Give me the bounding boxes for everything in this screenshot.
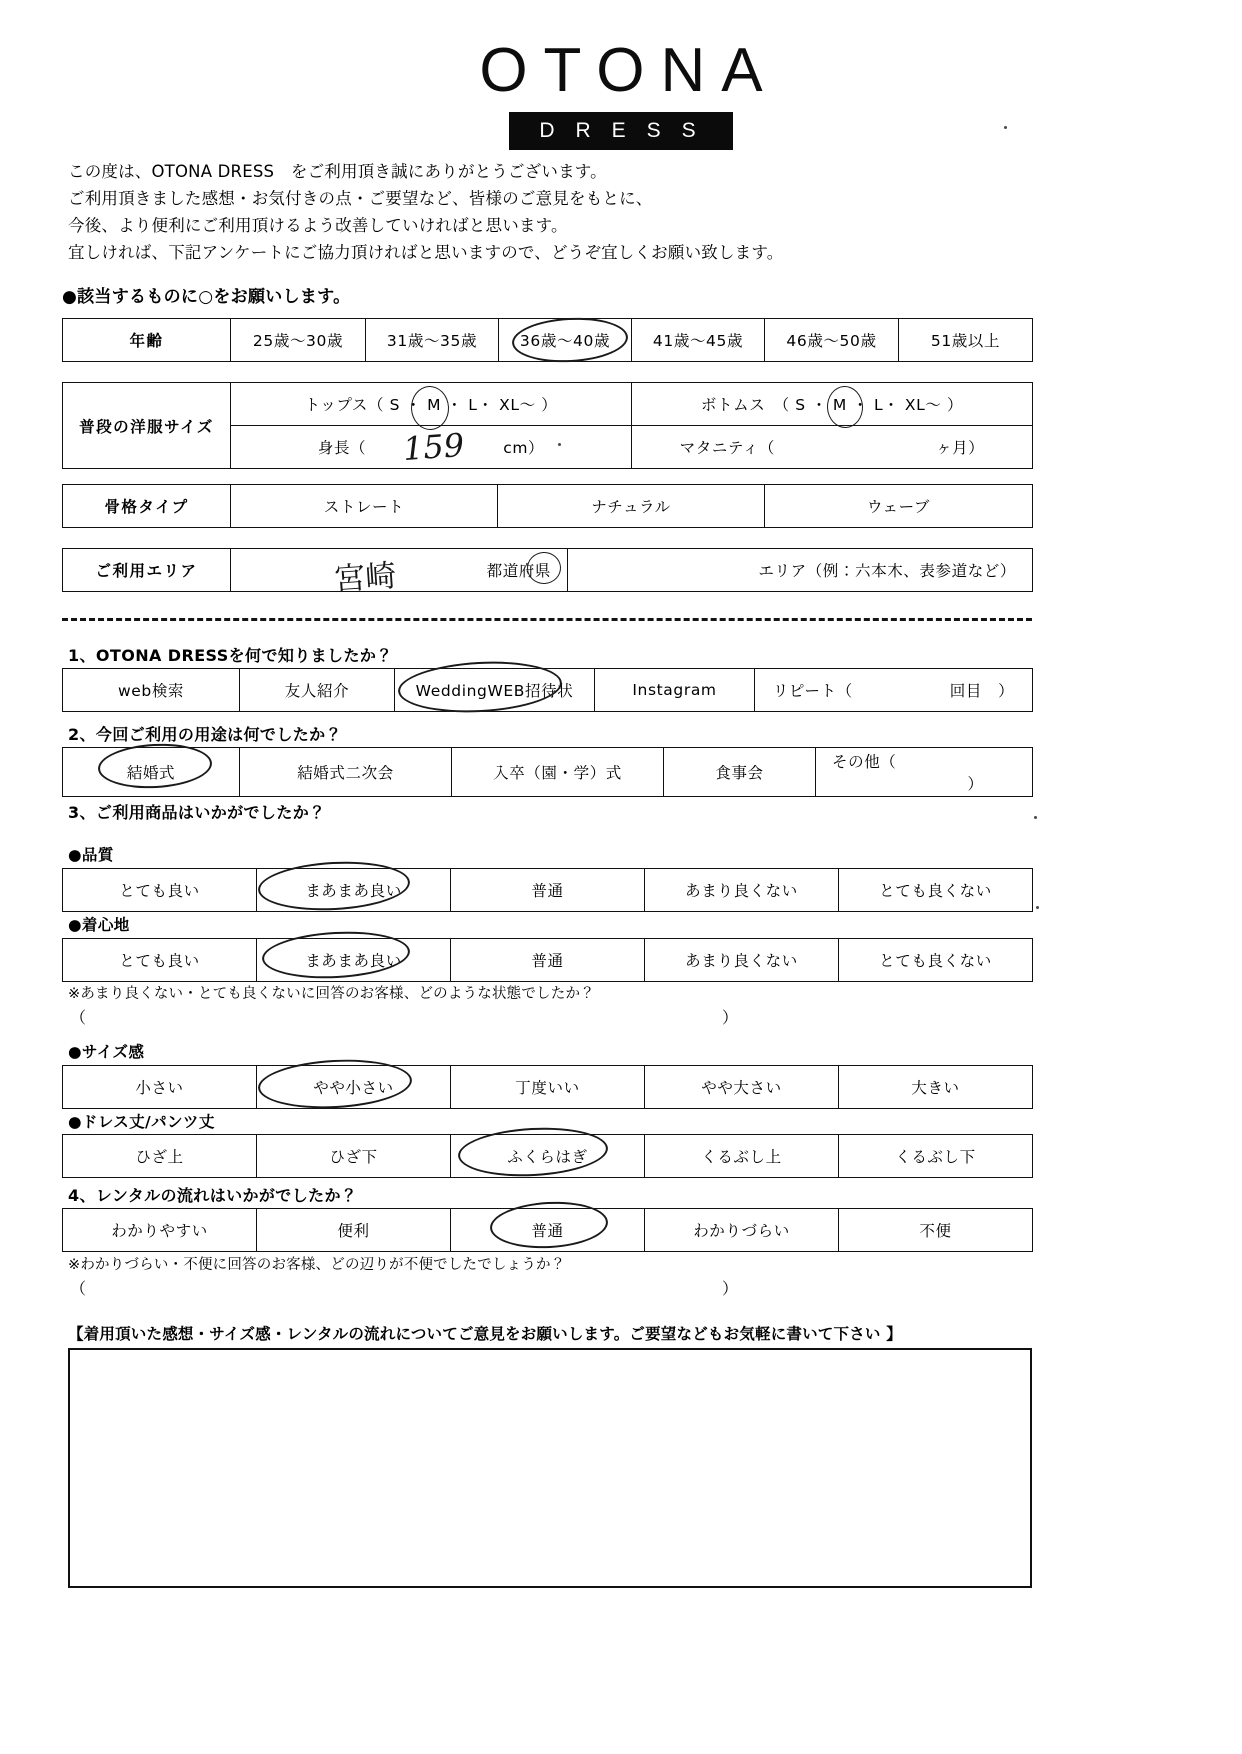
intro-line-1: この度は、OTONA DRESS をご利用頂き誠にありがとうございます。 (68, 162, 607, 181)
brand-logo (0, 36, 1242, 150)
q2-options-table (62, 747, 1033, 797)
bone-type-option-wave[interactable]: ウェーブ (765, 485, 1033, 528)
q3-comfort-table (62, 938, 1033, 982)
q2-option-dining[interactable]: 食事会 (664, 748, 816, 797)
height-field-cell[interactable] (231, 426, 632, 469)
q1-repeat-label: リピート（ (772, 682, 853, 700)
q3-length-option-below-knee[interactable]: ひざ下 (257, 1135, 451, 1178)
age-option-36-40[interactable]: 36歳～40歳 (499, 319, 632, 362)
q1-option-repeat[interactable] (755, 669, 1033, 712)
question-1-title: 1、OTONA DRESSを何で知りましたか？ (68, 646, 393, 665)
question-3-title: 3、ご利用商品はいかがでしたか？ (68, 803, 326, 822)
q3-length-table (62, 1134, 1033, 1178)
comment-section-label: 【着用頂いた感想・サイズ感・レンタルの流れについてご意見をお願いします。ご要望などもお気軽に書いて下さい 】 (68, 1325, 902, 1343)
q1-options-table (62, 668, 1033, 712)
q3-size-option-slightly-large[interactable]: やや大さい (645, 1066, 839, 1109)
q3-size-feel-label: ●サイズ感 (68, 1043, 145, 1061)
q3-size-option-slightly-small[interactable]: やや小さい (257, 1066, 451, 1109)
table-row (63, 1135, 1033, 1178)
question-4-title: 4、レンタルの流れはいかがでしたか？ (68, 1186, 358, 1205)
q3-quality-option-normal[interactable]: 普通 (451, 869, 645, 912)
table-row (63, 485, 1033, 528)
scan-speck (1004, 126, 1007, 129)
table-row (63, 669, 1033, 712)
handwriting-height-value: 159 (401, 425, 466, 469)
intro-line-2: ご利用頂きました感想・お気付きの点・ご要望など、皆様のご意見をもとに、 (68, 189, 653, 208)
maternity-unit: ヶ月） (936, 439, 985, 457)
scan-speck (1036, 906, 1039, 909)
q2-other-label: その他（ (832, 753, 897, 771)
maternity-field-cell[interactable] (632, 426, 1033, 469)
q4-note: ※わかりづらい・不便に回答のお客様、どの辺りが不便でしたでしょうか？ (68, 1257, 566, 1273)
q1-repeat-unit: 回目 ） (949, 682, 1015, 700)
q4-option-easy-to-understand[interactable]: わかりやすい (63, 1209, 257, 1252)
q3-quality-label: ●品質 (68, 846, 114, 864)
bone-type-table (62, 484, 1033, 528)
table-row (63, 1066, 1033, 1109)
q3-comfort-free-open: （ (70, 1008, 87, 1027)
intro-line-4: 宜しければ、下記アンケートにご協力頂ければと思いますので、どうぞ宜しくお願い致します。 (68, 243, 784, 262)
table-row (63, 1209, 1033, 1252)
area-detail-field[interactable] (568, 549, 1033, 592)
intro-paragraph (68, 158, 1068, 266)
q3-length-label: ●ドレス丈/パンツ丈 (68, 1113, 215, 1131)
brand-logo-dress: DRESS (509, 112, 732, 150)
area-hint: エリア（例：六本木、表参道など） (758, 562, 1016, 580)
scan-speck (1034, 816, 1037, 819)
age-option-51-plus[interactable]: 51歳以上 (899, 319, 1033, 362)
age-option-41-45[interactable]: 41歳～45歳 (632, 319, 765, 362)
q3-size-option-large[interactable]: 大きい (839, 1066, 1033, 1109)
brand-logo-otona: OTONA (479, 36, 779, 105)
tops-size-options[interactable]: トップス（ S ・ M ・ L・ XL～ ） (231, 383, 632, 426)
prefecture-suffix: 都道府県 (486, 562, 551, 580)
height-unit: cm） (503, 439, 545, 457)
area-table (62, 548, 1033, 592)
q2-option-other[interactable] (816, 748, 1033, 797)
bone-type-option-natural[interactable]: ナチュラル (498, 485, 765, 528)
q4-free-open: （ (70, 1279, 87, 1298)
q3-comfort-note: ※あまり良くない・とても良くないに回答のお客様、どのような状態でしたか？ (68, 986, 595, 1002)
q3-length-option-calf[interactable]: ふくらはぎ (451, 1135, 645, 1178)
q4-option-normal[interactable]: 普通 (451, 1209, 645, 1252)
q3-comfort-free-close: ） (722, 1008, 739, 1027)
q1-option-instagram[interactable]: Instagram (595, 669, 755, 712)
comment-textarea[interactable] (68, 1348, 1032, 1588)
q1-option-friend-referral[interactable]: 友人紹介 (240, 669, 395, 712)
q3-size-option-just-right[interactable]: 丁度いい (451, 1066, 645, 1109)
age-table (62, 318, 1033, 362)
q4-option-hard-to-understand[interactable]: わかりづらい (645, 1209, 839, 1252)
q4-option-convenient[interactable]: 便利 (257, 1209, 451, 1252)
q3-length-option-above-knee[interactable]: ひざ上 (63, 1135, 257, 1178)
table-row (63, 383, 1033, 426)
q1-option-web-search[interactable]: web検索 (63, 669, 240, 712)
table-row (63, 748, 1033, 797)
clothing-size-table (62, 382, 1033, 469)
q3-quality-option-not-very-good[interactable]: あまり良くない (645, 869, 839, 912)
table-row (63, 939, 1033, 982)
clothing-size-label: 普段の洋服サイズ (63, 383, 231, 469)
q2-option-wedding[interactable]: 結婚式 (63, 748, 240, 797)
age-option-31-35[interactable]: 31歳～35歳 (366, 319, 499, 362)
age-option-46-50[interactable]: 46歳～50歳 (765, 319, 899, 362)
q3-size-option-small[interactable]: 小さい (63, 1066, 257, 1109)
bone-type-label: 骨格タイプ (63, 485, 231, 528)
scan-speck (558, 443, 561, 446)
q3-quality-option-very-bad[interactable]: とても良くない (839, 869, 1033, 912)
height-label: 身長（ (317, 439, 367, 457)
q3-quality-option-fairly-good[interactable]: まあまあ良い (257, 869, 451, 912)
q3-comfort-option-not-very-good[interactable]: あまり良くない (645, 939, 839, 982)
q3-length-option-above-ankle[interactable]: くるぶし上 (645, 1135, 839, 1178)
q2-other-close: ） (967, 775, 984, 793)
table-row (63, 549, 1033, 592)
q3-comfort-option-normal[interactable]: 普通 (451, 939, 645, 982)
q3-size-feel-table (62, 1065, 1033, 1109)
instruction-circle-applicable: ●該当するものに○をお願いします。 (62, 287, 351, 307)
q4-options-table (62, 1208, 1033, 1252)
age-option-25-30[interactable]: 25歳～30歳 (231, 319, 366, 362)
q3-comfort-option-fairly-good[interactable]: まあまあ良い (257, 939, 451, 982)
q3-quality-table (62, 868, 1033, 912)
prefecture-field[interactable] (231, 549, 568, 592)
q2-option-entrance-graduation[interactable]: 入卒（園・学）式 (452, 748, 664, 797)
table-row (63, 869, 1033, 912)
table-row (63, 319, 1033, 362)
q3-comfort-option-very-bad[interactable]: とても良くない (839, 939, 1033, 982)
intro-line-3: 今後、より便利にご利用頂けるよう改善していければと思います。 (68, 216, 568, 235)
q3-comfort-option-very-good[interactable]: とても良い (63, 939, 257, 982)
bone-type-option-straight[interactable]: ストレート (231, 485, 498, 528)
q3-comfort-label: ●着心地 (68, 916, 130, 934)
question-2-title: 2、今回ご利用の用途は何でしたか？ (68, 725, 342, 744)
q3-length-option-below-ankle[interactable]: くるぶし下 (839, 1135, 1033, 1178)
age-label: 年齢 (63, 319, 231, 362)
q1-option-wedding-web-invite[interactable]: WeddingWEB招待状 (395, 669, 595, 712)
q4-free-close: ） (722, 1279, 739, 1298)
q3-quality-option-very-good[interactable]: とても良い (63, 869, 257, 912)
q2-option-wedding-after-party[interactable]: 結婚式二次会 (240, 748, 452, 797)
maternity-label: マタニティ（ (679, 439, 775, 457)
area-label: ご利用エリア (63, 549, 231, 592)
handwriting-prefecture-value: 宮崎 (333, 557, 398, 599)
section-divider (62, 618, 1032, 621)
bottoms-size-options[interactable]: ボトムス （ S ・ M ・ L・ XL～ ） (632, 383, 1033, 426)
q4-option-inconvenient[interactable]: 不便 (839, 1209, 1033, 1252)
